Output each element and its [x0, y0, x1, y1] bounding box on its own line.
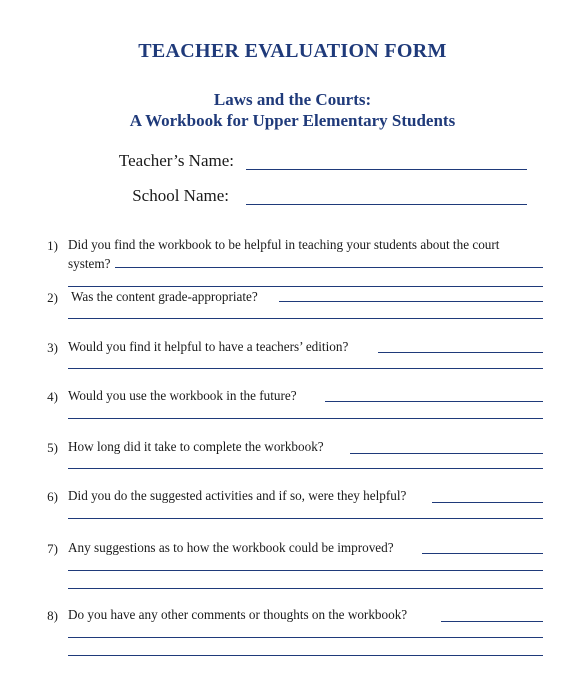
question-8-answer-line-3[interactable]: [68, 655, 543, 656]
question-6-number: 6): [47, 489, 58, 504]
question-2-text: Was the content grade-appropriate?: [71, 289, 258, 304]
question-1-answer-line-1[interactable]: [115, 267, 543, 268]
teacher-name-field[interactable]: [246, 169, 527, 170]
question-5-answer-line-1[interactable]: [350, 453, 543, 454]
question-4-number: 4): [47, 389, 58, 404]
question-1-answer-line-2[interactable]: [68, 286, 543, 287]
question-6-answer-line-2[interactable]: [68, 518, 543, 519]
question-7-text: Any suggestions as to how the workbook could be improved?: [68, 540, 394, 555]
question-7-number: 7): [47, 541, 58, 556]
question-1-text-line2: system?: [68, 256, 111, 271]
question-2-answer-line-2[interactable]: [68, 318, 543, 319]
question-3-text: Would you find it helpful to have a teachers’ edition?: [68, 339, 349, 354]
question-5-answer-line-2[interactable]: [68, 468, 543, 469]
school-name-field[interactable]: [246, 204, 527, 205]
teacher-name-label: Teacher’s Name:: [118, 151, 234, 170]
question-6-answer-line-1[interactable]: [432, 502, 543, 503]
question-7-answer-line-1[interactable]: [422, 553, 543, 554]
school-name-label: School Name:: [132, 186, 229, 205]
question-5-text: How long did it take to complete the workbook?: [68, 439, 324, 454]
question-3-answer-line-2[interactable]: [68, 368, 543, 369]
question-1-text-line1: Did you find the workbook to be helpful in teaching your students about the court: [68, 237, 500, 252]
question-4-answer-line-1[interactable]: [325, 401, 543, 402]
question-7-answer-line-3[interactable]: [68, 588, 543, 589]
question-6-text: Did you do the suggested activities and if so, were they helpful?: [68, 488, 407, 503]
question-2-number: 2): [47, 290, 58, 305]
question-4-answer-line-2[interactable]: [68, 418, 543, 419]
question-1-number: 1): [47, 238, 58, 253]
form-subtitle-line1: Laws and the Courts:: [213, 90, 372, 109]
question-8-answer-line-2[interactable]: [68, 637, 543, 638]
form-title: TEACHER EVALUATION FORM: [138, 40, 447, 62]
form-subtitle-line2: A Workbook for Upper Elementary Students: [129, 111, 456, 130]
question-2-answer-line-1[interactable]: [279, 301, 543, 302]
question-3-number: 3): [47, 340, 58, 355]
question-5-number: 5): [47, 440, 58, 455]
question-8-answer-line-1[interactable]: [441, 621, 543, 622]
question-8-number: 8): [47, 608, 58, 623]
question-7-answer-line-2[interactable]: [68, 570, 543, 571]
question-3-answer-line-1[interactable]: [378, 352, 543, 353]
question-8-text: Do you have any other comments or thoughts on the workbook?: [68, 607, 408, 622]
question-4-text: Would you use the workbook in the future?: [68, 388, 297, 403]
